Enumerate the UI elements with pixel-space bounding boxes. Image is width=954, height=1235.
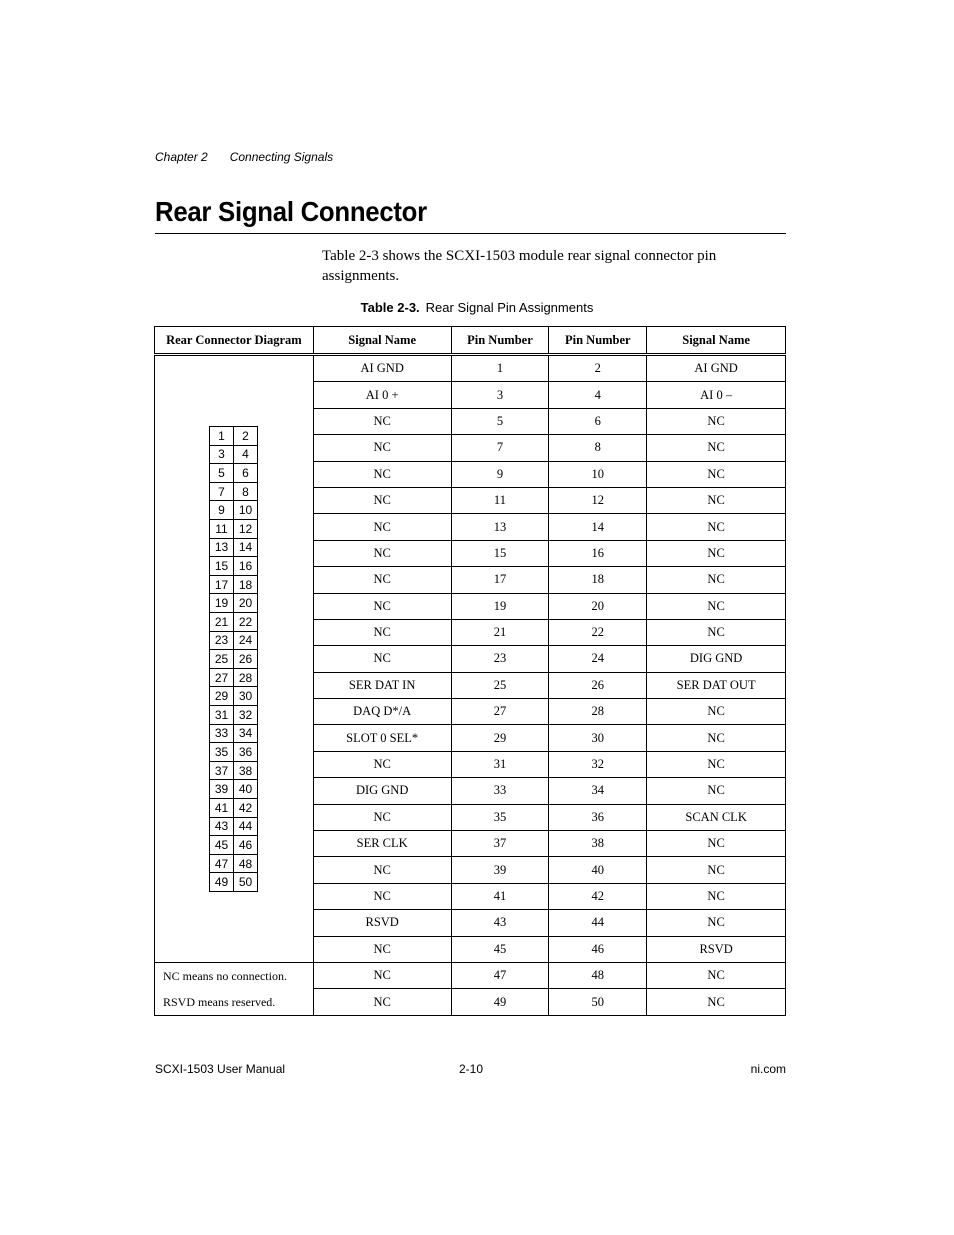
connector-pin-row: [210, 557, 258, 576]
pin-number-cell: 35: [451, 804, 549, 830]
pin-number-cell: 37: [451, 831, 549, 857]
pin-number-cell: 25: [451, 672, 549, 698]
signal-name-cell: NC: [313, 435, 451, 461]
signal-name-cell: SLOT 0 SEL*: [313, 725, 451, 751]
connector-pin: 29: [210, 687, 234, 706]
pin-number-cell: 36: [549, 804, 647, 830]
signal-name-cell: NC: [647, 751, 786, 777]
signal-name-cell: AI GND: [647, 355, 786, 382]
connector-pin: 49: [210, 873, 234, 892]
section-label: Connecting Signals: [229, 150, 334, 164]
pin-number-cell: 26: [549, 672, 647, 698]
pin-number-cell: 13: [451, 514, 549, 540]
connector-pin-row: [210, 873, 258, 892]
chapter-label: Chapter 2: [155, 150, 208, 164]
signal-name-cell: NC: [313, 804, 451, 830]
signal-name-cell: NC: [647, 883, 786, 909]
signal-name-cell: NC: [313, 514, 451, 540]
pin-number-cell: 16: [549, 540, 647, 566]
connector-pin: 1: [210, 427, 234, 446]
connector-pin: 43: [210, 817, 234, 836]
signal-name-cell: NC: [313, 646, 451, 672]
connector-pin-row: [210, 817, 258, 836]
intro-paragraph: Table 2-3 shows the SCXI-1503 module rear signal connector pin assignments.: [322, 248, 717, 284]
signal-name-cell: NC: [647, 699, 786, 725]
signal-name-cell: SER DAT IN: [313, 672, 451, 698]
table-caption-label: Table 2-3.: [360, 300, 420, 315]
connector-pin: 10: [234, 501, 258, 520]
signal-name-cell: NC: [313, 593, 451, 619]
signal-name-cell: NC: [647, 962, 786, 989]
signal-name-cell: NC: [313, 487, 451, 513]
signal-name-cell: NC: [647, 725, 786, 751]
pin-number-cell: 50: [549, 989, 647, 1016]
signal-name-cell: NC: [647, 514, 786, 540]
pin-number-cell: 1: [451, 355, 549, 382]
signal-name-cell: NC: [647, 778, 786, 804]
connector-pin: 22: [234, 613, 258, 632]
pin-number-cell: 7: [451, 435, 549, 461]
pin-number-cell: 39: [451, 857, 549, 883]
connector-pin: 38: [234, 761, 258, 780]
pin-number-cell: 27: [451, 699, 549, 725]
connector-pin: 7: [210, 482, 234, 501]
pin-number-cell: 43: [451, 910, 549, 936]
connector-pin-row: [210, 650, 258, 669]
connector-pin-row: [210, 538, 258, 557]
connector-pin: 18: [234, 575, 258, 594]
signal-name-cell: SER CLK: [313, 831, 451, 857]
signal-name-cell: AI 0 +: [313, 382, 451, 408]
rear-connector-diagram: [155, 355, 314, 963]
signal-name-cell: SER DAT OUT: [647, 672, 786, 698]
footer-website: ni.com: [750, 1062, 786, 1076]
connector-pin: 42: [234, 798, 258, 817]
signal-name-cell: NC: [313, 751, 451, 777]
signal-name-cell: NC: [647, 435, 786, 461]
connector-pin: 33: [210, 724, 234, 743]
connector-pin-row: [210, 427, 258, 446]
connector-pin-row: [210, 575, 258, 594]
table-row: [155, 962, 786, 989]
signal-name-cell: DIG GND: [647, 646, 786, 672]
connector-pin: 17: [210, 575, 234, 594]
table-header-row: [155, 327, 786, 355]
pin-number-cell: 17: [451, 567, 549, 593]
pin-number-cell: 9: [451, 461, 549, 487]
pin-number-cell: 5: [451, 408, 549, 434]
pin-number-cell: 29: [451, 725, 549, 751]
connector-pin: 27: [210, 668, 234, 687]
column-header: Signal Name: [313, 327, 451, 355]
pin-number-cell: 12: [549, 487, 647, 513]
table-row: [155, 355, 786, 382]
connector-pin-row: [210, 854, 258, 873]
connector-pin: 31: [210, 705, 234, 724]
connector-pin: 25: [210, 650, 234, 669]
legend-notes: [155, 962, 314, 1015]
connector-pin: 30: [234, 687, 258, 706]
connector-pin: 23: [210, 631, 234, 650]
connector-pin: 2: [234, 427, 258, 446]
connector-pin-row: [210, 594, 258, 613]
footer-manual-title: SCXI-1503 User Manual: [155, 1062, 286, 1076]
connector-pin-row: [210, 613, 258, 632]
column-header: Pin Number: [549, 327, 647, 355]
connector-pin-row: [210, 520, 258, 539]
table-body: [155, 355, 786, 1016]
signal-name-cell: RSVD: [313, 910, 451, 936]
connector-pin-row: [210, 501, 258, 520]
pin-number-cell: 31: [451, 751, 549, 777]
connector-pin: 6: [234, 464, 258, 483]
page-title: Rear Signal Connector: [155, 196, 427, 227]
column-header: Pin Number: [451, 327, 549, 355]
pin-number-cell: 10: [549, 461, 647, 487]
connector-pin: 5: [210, 464, 234, 483]
connector-pin-row: [210, 668, 258, 687]
connector-pin-row: [210, 836, 258, 855]
pin-number-cell: 28: [549, 699, 647, 725]
signal-name-cell: NC: [313, 962, 451, 989]
signal-name-cell: NC: [313, 857, 451, 883]
signal-name-cell: SCAN CLK: [647, 804, 786, 830]
connector-pin: 34: [234, 724, 258, 743]
pin-number-cell: 14: [549, 514, 647, 540]
connector-pin-row: [210, 724, 258, 743]
connector-pin-row: [210, 631, 258, 650]
signal-name-cell: NC: [313, 883, 451, 909]
connector-pin-grid: [209, 426, 258, 892]
signal-name-cell: NC: [313, 408, 451, 434]
signal-name-cell: NC: [647, 487, 786, 513]
connector-pin: 35: [210, 743, 234, 762]
pin-number-cell: 18: [549, 567, 647, 593]
connector-pin: 4: [234, 445, 258, 464]
pin-number-cell: 46: [549, 936, 647, 962]
pin-number-cell: 45: [451, 936, 549, 962]
signal-name-cell: NC: [647, 461, 786, 487]
pin-number-cell: 15: [451, 540, 549, 566]
pin-number-cell: 49: [451, 989, 549, 1016]
pin-number-cell: 21: [451, 619, 549, 645]
pin-number-cell: 41: [451, 883, 549, 909]
signal-name-cell: NC: [313, 989, 451, 1016]
pin-number-cell: 23: [451, 646, 549, 672]
signal-name-cell: NC: [313, 567, 451, 593]
connector-pin: 46: [234, 836, 258, 855]
pin-number-cell: 44: [549, 910, 647, 936]
signal-name-cell: RSVD: [647, 936, 786, 962]
signal-name-cell: NC: [647, 857, 786, 883]
connector-pin: 8: [234, 482, 258, 501]
table-caption-text: Rear Signal Pin Assignments: [425, 300, 594, 315]
pin-number-cell: 24: [549, 646, 647, 672]
signal-name-cell: AI GND: [313, 355, 451, 382]
column-header: Rear Connector Diagram: [155, 327, 314, 355]
connector-pin-row: [210, 464, 258, 483]
pin-number-cell: 2: [549, 355, 647, 382]
legend-note: RSVD means reserved.: [163, 994, 276, 1009]
signal-name-cell: NC: [647, 540, 786, 566]
pin-number-cell: 30: [549, 725, 647, 751]
pin-number-cell: 48: [549, 962, 647, 989]
connector-pin: 11: [210, 520, 234, 539]
connector-pin: 15: [210, 557, 234, 576]
pin-number-cell: 40: [549, 857, 647, 883]
connector-pin: 40: [234, 780, 258, 799]
connector-pin: 19: [210, 594, 234, 613]
connector-pin: 16: [234, 557, 258, 576]
connector-pin-row: [210, 761, 258, 780]
connector-pin: 39: [210, 780, 234, 799]
footer-page-number: 2-10: [459, 1062, 484, 1076]
pin-number-cell: 19: [451, 593, 549, 619]
connector-pin-row: [210, 743, 258, 762]
connector-pin: 14: [234, 538, 258, 557]
pin-number-cell: 22: [549, 619, 647, 645]
connector-pin: 9: [210, 501, 234, 520]
connector-pin-row: [210, 780, 258, 799]
connector-pin: 32: [234, 705, 258, 724]
pin-number-cell: 33: [451, 778, 549, 804]
signal-name-cell: NC: [647, 831, 786, 857]
signal-name-cell: NC: [313, 936, 451, 962]
signal-name-cell: NC: [647, 619, 786, 645]
pin-number-cell: 8: [549, 435, 647, 461]
signal-name-cell: DIG GND: [313, 778, 451, 804]
signal-name-cell: AI 0 –: [647, 382, 786, 408]
connector-pin: 47: [210, 854, 234, 873]
signal-name-cell: NC: [647, 408, 786, 434]
signal-name-cell: NC: [313, 461, 451, 487]
pin-number-cell: 11: [451, 487, 549, 513]
connector-pin-row: [210, 687, 258, 706]
connector-pin: 28: [234, 668, 258, 687]
connector-pin-row: [210, 798, 258, 817]
pin-number-cell: 32: [549, 751, 647, 777]
signal-name-cell: NC: [647, 989, 786, 1016]
connector-pin: 37: [210, 761, 234, 780]
connector-pin: 48: [234, 854, 258, 873]
connector-pin: 41: [210, 798, 234, 817]
connector-pin: 36: [234, 743, 258, 762]
table-caption: [0, 300, 954, 315]
connector-pin-row: [210, 445, 258, 464]
legend-note: NC means no connection.: [163, 968, 287, 983]
connector-pin: 13: [210, 538, 234, 557]
connector-pin-row: [210, 705, 258, 724]
signal-name-cell: NC: [647, 593, 786, 619]
pin-number-cell: 34: [549, 778, 647, 804]
signal-name-cell: NC: [647, 910, 786, 936]
pin-number-cell: 4: [549, 382, 647, 408]
pin-number-cell: 3: [451, 382, 549, 408]
pin-number-cell: 47: [451, 962, 549, 989]
connector-pin: 12: [234, 520, 258, 539]
connector-pin: 3: [210, 445, 234, 464]
connector-pin: 21: [210, 613, 234, 632]
pin-number-cell: 20: [549, 593, 647, 619]
signal-name-cell: NC: [313, 540, 451, 566]
running-header: [155, 150, 333, 164]
connector-pin: 50: [234, 873, 258, 892]
signal-name-cell: NC: [313, 619, 451, 645]
connector-pin: 45: [210, 836, 234, 855]
connector-pin: 44: [234, 817, 258, 836]
signal-name-cell: NC: [647, 567, 786, 593]
connector-pin: 20: [234, 594, 258, 613]
title-rule: [155, 233, 786, 234]
connector-pin: 26: [234, 650, 258, 669]
pin-number-cell: 38: [549, 831, 647, 857]
connector-pin: 24: [234, 631, 258, 650]
pin-number-cell: 42: [549, 883, 647, 909]
pin-number-cell: 6: [549, 408, 647, 434]
pin-assignment-table: [154, 326, 786, 1016]
signal-name-cell: DAQ D*/A: [313, 699, 451, 725]
connector-pin-row: [210, 482, 258, 501]
column-header: Signal Name: [647, 327, 786, 355]
